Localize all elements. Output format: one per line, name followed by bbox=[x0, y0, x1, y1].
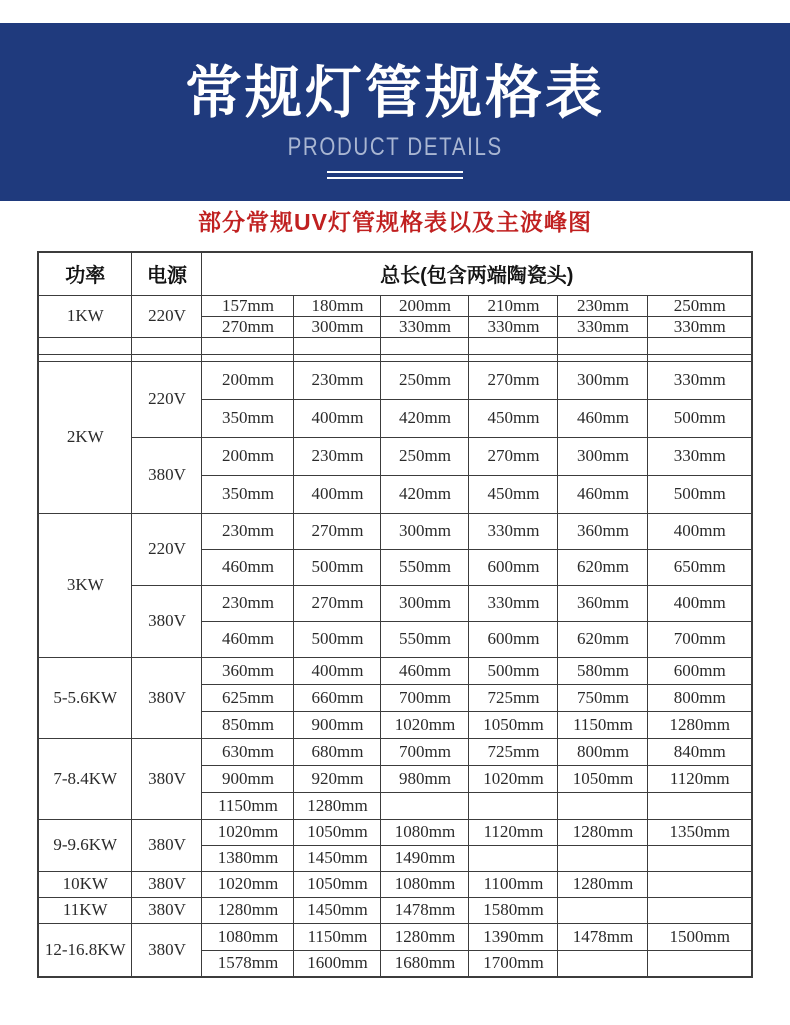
length-cell: 200mm bbox=[381, 295, 469, 316]
length-cell: 330mm bbox=[469, 316, 558, 337]
length-cell: 300mm bbox=[558, 361, 648, 399]
length-cell: 450mm bbox=[469, 475, 558, 513]
length-cell: 1500mm bbox=[648, 923, 752, 950]
length-cell: 330mm bbox=[381, 316, 469, 337]
power-cell: 7-8.4KW bbox=[38, 738, 132, 819]
length-cell: 1478mm bbox=[558, 923, 648, 950]
length-cell: 900mm bbox=[294, 711, 381, 738]
length-cell: 680mm bbox=[294, 738, 381, 765]
spec-row bbox=[38, 437, 752, 475]
length-cell: 200mm bbox=[202, 361, 294, 399]
length-cell: 1020mm bbox=[202, 819, 294, 845]
length-cell: 1280mm bbox=[202, 897, 294, 923]
length-cell: 400mm bbox=[294, 475, 381, 513]
length-cell: 650mm bbox=[648, 549, 752, 585]
length-cell: 1578mm bbox=[202, 950, 294, 977]
length-cell: 620mm bbox=[558, 549, 648, 585]
length-cell: 700mm bbox=[381, 684, 469, 711]
spec-row bbox=[38, 585, 752, 621]
length-cell: 360mm bbox=[558, 585, 648, 621]
length-cell: 800mm bbox=[648, 684, 752, 711]
length-cell: 1680mm bbox=[381, 950, 469, 977]
length-cell: 330mm bbox=[469, 585, 558, 621]
length-cell: 250mm bbox=[381, 437, 469, 475]
spec-row bbox=[38, 923, 752, 950]
length-cell bbox=[558, 792, 648, 819]
length-cell: 1280mm bbox=[558, 819, 648, 845]
page-title: 常规灯管规格表 bbox=[185, 61, 605, 125]
length-cell: 420mm bbox=[381, 475, 469, 513]
length-cell: 1150mm bbox=[294, 923, 381, 950]
length-cell bbox=[648, 950, 752, 977]
length-cell: 460mm bbox=[558, 399, 648, 437]
length-cell: 850mm bbox=[202, 711, 294, 738]
length-cell: 700mm bbox=[381, 738, 469, 765]
voltage-cell: 380V bbox=[132, 871, 202, 897]
length-cell: 500mm bbox=[294, 621, 381, 657]
length-cell: 230mm bbox=[294, 437, 381, 475]
spec-row bbox=[38, 897, 752, 923]
voltage-cell: 380V bbox=[132, 585, 202, 657]
length-cell: 1120mm bbox=[469, 819, 558, 845]
length-cell: 450mm bbox=[469, 399, 558, 437]
length-cell: 620mm bbox=[558, 621, 648, 657]
length-cell: 1080mm bbox=[381, 819, 469, 845]
voltage-cell: 380V bbox=[132, 738, 202, 819]
length-cell: 1450mm bbox=[294, 897, 381, 923]
power-cell: 3KW bbox=[38, 513, 132, 657]
length-cell: 350mm bbox=[202, 475, 294, 513]
length-cell: 1050mm bbox=[294, 819, 381, 845]
header-row bbox=[38, 252, 752, 295]
power-cell: 10KW bbox=[38, 871, 132, 897]
length-cell: 1100mm bbox=[469, 871, 558, 897]
length-cell: 500mm bbox=[648, 399, 752, 437]
length-cell: 725mm bbox=[469, 684, 558, 711]
length-cell: 500mm bbox=[294, 549, 381, 585]
length-cell: 157mm bbox=[202, 295, 294, 316]
length-cell: 1120mm bbox=[648, 765, 752, 792]
section-heading: 部分常规UV灯管规格表以及主波峰图 bbox=[198, 209, 592, 235]
power-cell: 11KW bbox=[38, 897, 132, 923]
length-cell: 1700mm bbox=[469, 950, 558, 977]
spacer-row bbox=[38, 337, 752, 354]
length-cell: 270mm bbox=[202, 316, 294, 337]
length-cell: 1050mm bbox=[294, 871, 381, 897]
length-cell: 1280mm bbox=[558, 871, 648, 897]
length-cell: 1020mm bbox=[381, 711, 469, 738]
length-cell: 1478mm bbox=[381, 897, 469, 923]
length-cell: 330mm bbox=[558, 316, 648, 337]
length-cell: 460mm bbox=[558, 475, 648, 513]
length-cell: 920mm bbox=[294, 765, 381, 792]
length-cell: 1150mm bbox=[202, 792, 294, 819]
length-cell bbox=[469, 845, 558, 871]
length-cell: 980mm bbox=[381, 765, 469, 792]
length-cell: 600mm bbox=[469, 621, 558, 657]
length-cell: 200mm bbox=[202, 437, 294, 475]
length-cell: 580mm bbox=[558, 657, 648, 684]
length-cell: 600mm bbox=[648, 657, 752, 684]
power-cell: 1KW bbox=[38, 295, 132, 337]
length-cell: 1600mm bbox=[294, 950, 381, 977]
length-cell: 1280mm bbox=[381, 923, 469, 950]
length-cell: 250mm bbox=[381, 361, 469, 399]
col-header-power: 功率 bbox=[38, 252, 132, 295]
length-cell: 180mm bbox=[294, 295, 381, 316]
spec-row bbox=[38, 657, 752, 684]
length-cell: 400mm bbox=[294, 657, 381, 684]
length-cell: 270mm bbox=[469, 361, 558, 399]
length-cell: 1280mm bbox=[648, 711, 752, 738]
length-cell: 1490mm bbox=[381, 845, 469, 871]
length-cell: 270mm bbox=[294, 513, 381, 549]
length-cell bbox=[381, 792, 469, 819]
length-cell: 300mm bbox=[558, 437, 648, 475]
length-cell bbox=[648, 792, 752, 819]
spacer-row bbox=[38, 354, 752, 361]
voltage-cell: 220V bbox=[132, 513, 202, 585]
length-cell: 300mm bbox=[381, 585, 469, 621]
power-cell: 12-16.8KW bbox=[38, 923, 132, 977]
length-cell: 625mm bbox=[202, 684, 294, 711]
length-cell: 230mm bbox=[202, 585, 294, 621]
length-cell: 300mm bbox=[294, 316, 381, 337]
length-cell: 270mm bbox=[469, 437, 558, 475]
length-cell: 660mm bbox=[294, 684, 381, 711]
spec-row bbox=[38, 738, 752, 765]
length-cell: 460mm bbox=[202, 621, 294, 657]
length-cell bbox=[648, 897, 752, 923]
col-header-length: 总长(包含两端陶瓷头) bbox=[202, 252, 752, 295]
length-cell bbox=[558, 845, 648, 871]
length-cell: 330mm bbox=[648, 361, 752, 399]
length-cell: 550mm bbox=[381, 549, 469, 585]
spec-row bbox=[38, 295, 752, 316]
length-cell: 1450mm bbox=[294, 845, 381, 871]
voltage-cell: 380V bbox=[132, 897, 202, 923]
length-cell: 840mm bbox=[648, 738, 752, 765]
spec-row bbox=[38, 361, 752, 399]
length-cell: 400mm bbox=[648, 513, 752, 549]
length-cell: 1380mm bbox=[202, 845, 294, 871]
page-subtitle: PRODUCT DETAILS bbox=[287, 132, 503, 161]
length-cell: 550mm bbox=[381, 621, 469, 657]
length-cell: 1080mm bbox=[202, 923, 294, 950]
length-cell: 1020mm bbox=[202, 871, 294, 897]
length-cell: 600mm bbox=[469, 549, 558, 585]
col-header-source: 电源 bbox=[132, 252, 202, 295]
length-cell: 360mm bbox=[202, 657, 294, 684]
voltage-cell: 380V bbox=[132, 923, 202, 977]
spec-row bbox=[38, 513, 752, 549]
power-cell: 5-5.6KW bbox=[38, 657, 132, 738]
length-cell: 360mm bbox=[558, 513, 648, 549]
spec-table bbox=[37, 251, 753, 978]
length-cell: 250mm bbox=[648, 295, 752, 316]
length-cell: 1020mm bbox=[469, 765, 558, 792]
length-cell: 270mm bbox=[294, 585, 381, 621]
double-rule-divider bbox=[327, 171, 463, 179]
length-cell: 460mm bbox=[381, 657, 469, 684]
length-cell: 1080mm bbox=[381, 871, 469, 897]
length-cell: 210mm bbox=[469, 295, 558, 316]
length-cell: 1580mm bbox=[469, 897, 558, 923]
length-cell: 330mm bbox=[469, 513, 558, 549]
spec-row bbox=[38, 871, 752, 897]
length-cell: 1050mm bbox=[558, 765, 648, 792]
length-cell: 1350mm bbox=[648, 819, 752, 845]
length-cell: 1390mm bbox=[469, 923, 558, 950]
length-cell bbox=[648, 845, 752, 871]
length-cell: 630mm bbox=[202, 738, 294, 765]
power-cell: 9-9.6KW bbox=[38, 819, 132, 871]
voltage-cell: 380V bbox=[132, 657, 202, 738]
length-cell: 400mm bbox=[294, 399, 381, 437]
length-cell: 800mm bbox=[558, 738, 648, 765]
length-cell: 350mm bbox=[202, 399, 294, 437]
length-cell: 500mm bbox=[648, 475, 752, 513]
length-cell: 230mm bbox=[202, 513, 294, 549]
length-cell: 1280mm bbox=[294, 792, 381, 819]
power-cell: 2KW bbox=[38, 361, 132, 513]
length-cell bbox=[648, 871, 752, 897]
length-cell: 900mm bbox=[202, 765, 294, 792]
length-cell: 750mm bbox=[558, 684, 648, 711]
length-cell: 330mm bbox=[648, 316, 752, 337]
voltage-cell: 220V bbox=[132, 361, 202, 437]
length-cell bbox=[558, 950, 648, 977]
voltage-cell: 220V bbox=[132, 295, 202, 337]
length-cell: 725mm bbox=[469, 738, 558, 765]
length-cell: 230mm bbox=[558, 295, 648, 316]
spec-row bbox=[38, 819, 752, 845]
length-cell: 700mm bbox=[648, 621, 752, 657]
length-cell bbox=[558, 897, 648, 923]
length-cell: 230mm bbox=[294, 361, 381, 399]
length-cell: 500mm bbox=[469, 657, 558, 684]
length-cell: 330mm bbox=[648, 437, 752, 475]
length-cell: 400mm bbox=[648, 585, 752, 621]
length-cell bbox=[469, 792, 558, 819]
voltage-cell: 380V bbox=[132, 819, 202, 871]
length-cell: 1150mm bbox=[558, 711, 648, 738]
length-cell: 1050mm bbox=[469, 711, 558, 738]
voltage-cell: 380V bbox=[132, 437, 202, 513]
hero-banner bbox=[0, 23, 790, 201]
length-cell: 300mm bbox=[381, 513, 469, 549]
length-cell: 420mm bbox=[381, 399, 469, 437]
length-cell: 460mm bbox=[202, 549, 294, 585]
